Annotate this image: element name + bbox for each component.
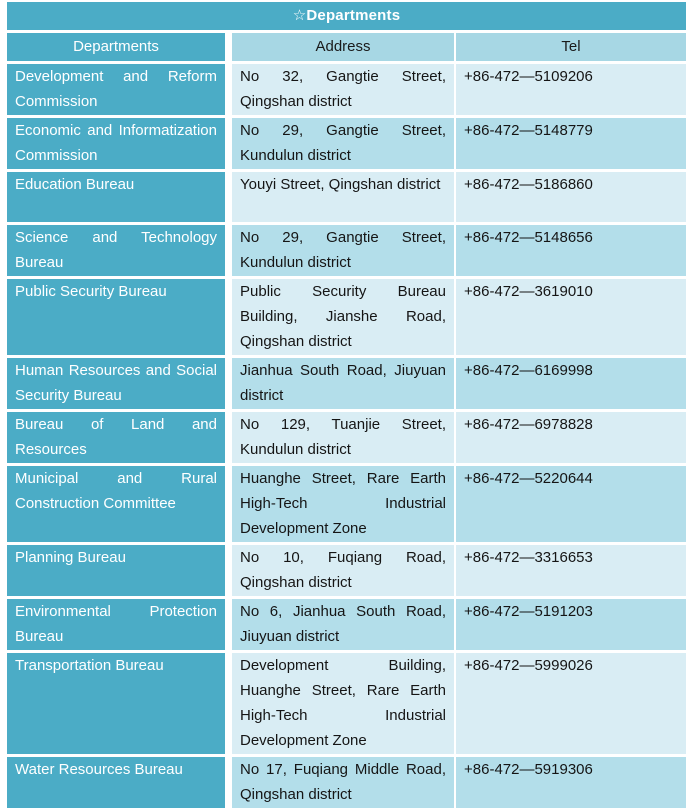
table-row (7, 225, 686, 276)
table-row (7, 412, 686, 463)
column-header-address: Address (232, 33, 456, 61)
address-cell: Public Security Bureau Building, Jianshe Road, Qingshan district (232, 279, 456, 355)
address-cell: Development Building, Huanghe Street, Rare Earth High-Tech Industrial Development Zone (232, 653, 456, 754)
department-cell: Bureau of Land and Resources (7, 412, 232, 463)
address-cell: No 29, Gangtie Street, Kundulun district (232, 118, 456, 169)
address-cell: No 17, Fuqiang Middle Road, Qingshan district (232, 757, 456, 808)
tel-cell: +86-472—6169998 (456, 358, 686, 409)
table-row (7, 279, 686, 355)
department-cell: Water Resources Bureau (7, 757, 232, 808)
table-row (7, 358, 686, 409)
tel-cell: +86-472—5999026 (456, 653, 686, 754)
table-row (7, 118, 686, 169)
department-cell: Education Bureau (7, 172, 232, 222)
department-cell: Public Security Bureau (7, 279, 232, 355)
table-row (7, 653, 686, 754)
department-cell: Development and Reform Commission (7, 64, 232, 115)
table-title (7, 2, 686, 30)
tel-cell: +86-472—3619010 (456, 279, 686, 355)
tel-cell: +86-472—5919306 (456, 757, 686, 808)
tel-cell: +86-472—6978828 (456, 412, 686, 463)
address-cell: No 10, Fuqiang Road, Qingshan district (232, 545, 456, 596)
tel-cell: +86-472—5191203 (456, 599, 686, 650)
table-row (7, 466, 686, 542)
tel-cell: +86-472—5186860 (456, 172, 686, 222)
address-cell: No 6, Jianhua South Road, Jiuyuan district (232, 599, 456, 650)
column-header-departments: Departments (7, 33, 232, 61)
address-cell: Youyi Street, Qingshan district (232, 172, 456, 222)
department-cell: Human Resources and Social Security Bureau (7, 358, 232, 409)
tel-cell: +86-472—3316653 (456, 545, 686, 596)
department-cell: Transportation Bureau (7, 653, 232, 754)
table-row (7, 545, 686, 596)
address-cell: No 32, Gangtie Street, Qingshan district (232, 64, 456, 115)
department-cell: Economic and Informatization Commission (7, 118, 232, 169)
table-row (7, 599, 686, 650)
table-row (7, 757, 686, 808)
address-cell: Jianhua South Road, Jiuyuan district (232, 358, 456, 409)
address-cell: No 29, Gangtie Street, Kundulun district (232, 225, 456, 276)
department-cell: Municipal and Rural Construction Committee (7, 466, 232, 542)
address-cell: Huanghe Street, Rare Earth High-Tech Industrial Development Zone (232, 466, 456, 542)
tel-cell: +86-472—5109206 (456, 64, 686, 115)
tel-cell: +86-472—5148779 (456, 118, 686, 169)
table-header-row (7, 33, 686, 61)
table-title-text: ☆Departments (292, 7, 401, 24)
table-row (7, 64, 686, 115)
department-cell: Science and Technology Bureau (7, 225, 232, 276)
address-cell: No 129, Tuanjie Street, Kundulun district (232, 412, 456, 463)
department-cell: Planning Bureau (7, 545, 232, 596)
table-row (7, 172, 686, 222)
department-cell: Environmental Protection Bureau (7, 599, 232, 650)
tel-cell: +86-472—5220644 (456, 466, 686, 542)
tel-cell: +86-472—5148656 (456, 225, 686, 276)
column-header-tel: Tel (456, 33, 686, 61)
departments-table (7, 33, 686, 808)
